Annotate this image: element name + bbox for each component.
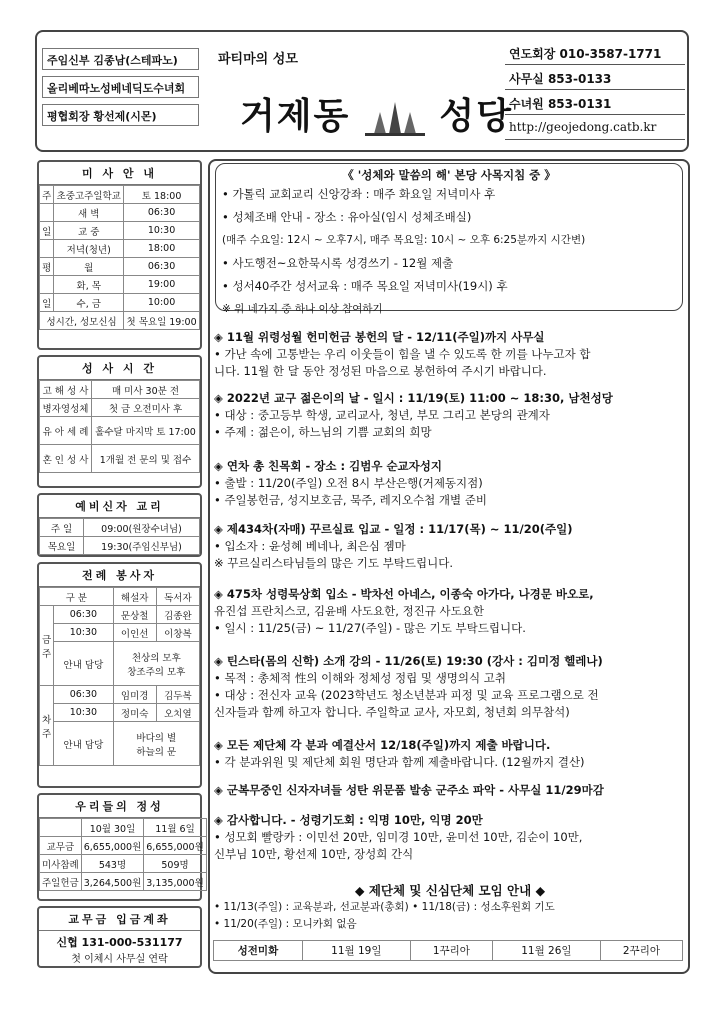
table-cell: 06:30 bbox=[54, 606, 113, 624]
stats-box bbox=[37, 793, 202, 901]
parish-title bbox=[240, 88, 513, 139]
title-part2: 성당 bbox=[439, 96, 513, 137]
table-cell: 09:00(원장수녀님) bbox=[84, 519, 200, 537]
notice-item: • 가톨릭 교회교리 신앙강좌 : 매주 화요일 저녁미사 후 bbox=[222, 187, 496, 201]
announcement: ◈ 틴스타(몸의 신학) 소개 강의 - 11/26(토) 19:30 (강사 : 김미정 헬레나) • 목적 : 총체적 性의 이해와 정체성 정립 및 생명의식 고취 • 대상 : 전신자 교육 (2023학년도 청소년분과 피정 및 교육 프로그램으로 전 신자들과 함께 하고자 합니다. 주일학교 교사, 자모회, 청년회 의무참석) bbox=[214, 654, 603, 719]
sacrament-box bbox=[37, 355, 202, 488]
table-cell: 1개월 전 문의 및 접수 bbox=[92, 445, 200, 473]
table-cell: 10:30 bbox=[54, 624, 113, 642]
table-cell: 1꾸리아 bbox=[410, 941, 492, 961]
table-cell: 수, 금 bbox=[54, 294, 124, 312]
table-cell: 월 bbox=[54, 258, 124, 276]
servers-table bbox=[39, 587, 200, 766]
account-box bbox=[37, 906, 202, 968]
table-cell: 10:00 bbox=[124, 294, 200, 312]
table-cell: 10:30 bbox=[124, 222, 200, 240]
announcement: ◈ 2022년 교구 젊은이의 날 - 일시 : 11/19(토) 11:00 ~ 18:30, 남천성당 • 대상 : 중고등부 학생, 교리교사, 청년, 부모 그리고 본당의 관계자 • 주제 : 젊은이, 하느님의 기쁨 교회의 희망 bbox=[214, 391, 613, 439]
table-cell: 첫 금 오전미사 후 bbox=[92, 399, 200, 417]
website-link[interactable]: http://geojedong.catb.kr bbox=[505, 117, 685, 140]
group-meetings bbox=[214, 882, 686, 933]
table-cell: 19:00 bbox=[124, 276, 200, 294]
table-cell: 10월 30일 bbox=[81, 819, 144, 837]
table-cell: 안내 담당 bbox=[54, 722, 113, 766]
table-cell: 06:30 bbox=[54, 686, 113, 704]
table-cell: 유 아 세 례 bbox=[40, 417, 92, 445]
contact-3: 수녀원 853-0131 bbox=[505, 92, 685, 115]
announcement: ◈ 군복무중인 신자자녀들 성탄 위문품 발송 군주소 파악 - 사무실 11/29마감 bbox=[214, 783, 604, 797]
notice-item: • 성서40주간 성서교육 : 매주 목요일 저녁미사(19시) 후 bbox=[222, 279, 508, 293]
mass-table bbox=[39, 185, 200, 330]
table-cell: 정미숙 bbox=[113, 704, 156, 722]
table-cell: 홀수달 마지막 토 17:00 bbox=[92, 417, 200, 445]
table-cell bbox=[40, 276, 54, 294]
table-cell: 3,135,000원 bbox=[144, 873, 207, 891]
table-cell: 성시간, 성모신심 bbox=[40, 312, 124, 330]
servers-title: 전례 봉사자 bbox=[39, 564, 200, 587]
announcement: ◈ 모든 제단체 각 분과 예결산서 12/18(주일)까지 제출 바랍니다. • 각 분과위원 및 제단체 회원 명단과 함께 제출바랍니다. (12월까지 결산) bbox=[214, 738, 585, 769]
table-cell bbox=[40, 240, 54, 258]
table-cell: 오치열 bbox=[156, 704, 199, 722]
announcement: ◈ 475차 성령묵상회 입소 - 박차선 아네스, 이종숙 아가다, 나경문 바오로, 유진섭 프란치스코, 김윤배 사도요한, 정진규 사도요한 • 일시 : 11/25(금) ~ 11/27(주일) - 많은 기도 부탁드립니다. bbox=[214, 587, 594, 635]
table-cell: 병자영성체 bbox=[40, 399, 92, 417]
table-cell: 천상의 모후 창조주의 모후 bbox=[113, 642, 199, 686]
table-cell: 543명 bbox=[81, 855, 144, 873]
table-cell: 문상철 bbox=[113, 606, 156, 624]
table-cell: 독서자 bbox=[156, 588, 199, 606]
table-cell: 화, 목 bbox=[54, 276, 124, 294]
table-cell: 고 해 성 사 bbox=[40, 381, 92, 399]
catechumen-title: 예비신자 교리 bbox=[39, 495, 200, 518]
table-cell: 초중고주일학교 bbox=[54, 186, 124, 204]
table-cell: 18:00 bbox=[124, 240, 200, 258]
table-cell: 6,655,000원 bbox=[144, 837, 207, 855]
notice-item: • 성체조배 안내 - 장소 : 유아실(임시 성체조배실) bbox=[222, 210, 472, 224]
groups-line: • 11/20(주일) : 모니카회 없음 bbox=[214, 918, 357, 930]
account-number: 신협 131-000-531177 bbox=[56, 936, 183, 949]
table-cell: 06:30 bbox=[124, 258, 200, 276]
table-cell: 일 bbox=[40, 222, 54, 240]
table-cell: 주일헌금 bbox=[40, 873, 82, 891]
catechumen-table bbox=[39, 518, 200, 555]
table-cell: 6,655,000원 bbox=[81, 837, 144, 855]
stats-table bbox=[39, 818, 207, 891]
notice-item: • 사도행전~요한묵시록 성경쓰기 - 12월 제출 bbox=[222, 256, 454, 270]
table-cell: 주 일 bbox=[40, 519, 84, 537]
table-cell: 매 미사 30분 전 bbox=[92, 381, 200, 399]
table-cell: 교 중 bbox=[54, 222, 124, 240]
table-cell: 19:30(주임신부님) bbox=[84, 537, 200, 555]
table-cell: 성전미화 bbox=[214, 941, 303, 961]
groups-title: ◆ 제단체 및 신심단체 모임 안내 ◆ bbox=[354, 883, 546, 898]
table-cell: 이인선 bbox=[113, 624, 156, 642]
pastor-label: 주임신부 김종남(스테파노) bbox=[42, 48, 199, 70]
table-cell: 일 bbox=[40, 294, 54, 312]
title-part1: 거제동 bbox=[240, 96, 351, 137]
announcement: ◈ 감사합니다. - 성령기도회 : 익명 10만, 익명 20만 • 성모회 빨랑카 : 이민선 20만, 임미경 10만, 윤미선 10만, 김순이 10만, 신부님 10만, 황선제 10만, 장성희 간식 bbox=[214, 813, 583, 861]
table-cell: 10:30 bbox=[54, 704, 113, 722]
church-logo-icon bbox=[365, 100, 425, 136]
table-cell: 목요일 bbox=[40, 537, 84, 555]
announcement: ◈ 11월 위령성월 헌미헌금 봉헌의 달 - 12/11(주일)까지 사무실 • 가난 속에 고통받는 우리 이웃들이 힘을 낼 수 있도록 한 끼를 나누고자 합 니다. 11월 한 달 동안 정성된 마음으로 봉헌하여 주시기 바랍니다. bbox=[214, 330, 591, 378]
servers-box bbox=[37, 562, 202, 788]
table-cell: 미사참례 bbox=[40, 855, 82, 873]
announcement: ◈ 제434차(자매) 꾸르실료 입교 - 일정 : 11/17(목) ~ 11/20(주일) • 입소자 : 윤성혜 베네나, 최은심 젬마 ※ 꾸르실리스타님들의 많은 기도 부탁드립니다. bbox=[214, 522, 573, 570]
patron-subtitle: 파티마의 성모 bbox=[218, 52, 298, 67]
table-cell: 06:30 bbox=[124, 204, 200, 222]
cleaning-table bbox=[213, 940, 683, 961]
sacrament-table bbox=[39, 380, 200, 473]
mass-schedule-box bbox=[37, 160, 202, 350]
catechumen-box bbox=[37, 493, 202, 557]
table-cell: 임미경 bbox=[113, 686, 156, 704]
table-cell: 첫 목요일 19:00 bbox=[124, 312, 200, 330]
table-cell: 교무금 bbox=[40, 837, 82, 855]
stats-title: 우리들의 정성 bbox=[39, 795, 200, 818]
table-cell: 11월 26일 bbox=[492, 941, 600, 961]
contact-1: 연도회장 010-3587-1771 bbox=[505, 42, 685, 65]
announcement: ◈ 연차 총 친목회 - 장소 : 김범우 순교자성지 • 출발 : 11/20(주일) 오전 8시 부산은행(거제동지점) • 주일봉헌금, 성지보호금, 묵주, 레지오수첩 개별 준비 bbox=[214, 459, 487, 507]
table-cell: 주 bbox=[40, 186, 54, 204]
header-right bbox=[505, 42, 685, 142]
table-cell: 11월 6일 bbox=[144, 819, 207, 837]
table-cell: 토 18:00 bbox=[124, 186, 200, 204]
table-cell: 안내 담당 bbox=[54, 642, 113, 686]
table-cell: 김두복 bbox=[156, 686, 199, 704]
mass-title: 미 사 안 내 bbox=[39, 162, 200, 185]
council-label: 평협회장 황선제(시몬) bbox=[42, 104, 199, 126]
table-cell: 3,264,500원 bbox=[81, 873, 144, 891]
notice-item: (매주 수요일: 12시 ~ 오후7시, 매주 목요일: 10시 ~ 오후 6:25분까지 시간변) bbox=[222, 234, 586, 246]
table-cell: 차주 bbox=[40, 686, 54, 766]
table-cell: 김종완 bbox=[156, 606, 199, 624]
table-cell: 금주 bbox=[40, 606, 54, 686]
contact-2: 사무실 853-0133 bbox=[505, 67, 685, 90]
table-cell: 바다의 별 하늘의 문 bbox=[113, 722, 199, 766]
account-title: 교무금 입금계좌 bbox=[39, 908, 200, 931]
table-cell: 해설자 bbox=[113, 588, 156, 606]
table-cell: 혼 인 성 사 bbox=[40, 445, 92, 473]
table-cell: 이창복 bbox=[156, 624, 199, 642]
notice-title: 《 '성체와 말씀의 해' 본당 사목지침 중 》 bbox=[342, 168, 556, 182]
groups-line: • 11/13(주일) : 교육분과, 선교분과(총회) • 11/18(금) : 성소후원회 기도 bbox=[214, 901, 555, 913]
pastoral-notice bbox=[215, 163, 683, 315]
table-cell: 11월 19일 bbox=[302, 941, 410, 961]
table-cell: 평 bbox=[40, 258, 54, 276]
table-cell: 2꾸리아 bbox=[600, 941, 682, 961]
sacrament-title: 성 사 시 간 bbox=[39, 357, 200, 380]
account-note: 첫 이체시 사무실 연락 bbox=[71, 954, 168, 965]
table-cell bbox=[40, 204, 54, 222]
table-cell: 구 분 bbox=[40, 588, 114, 606]
table-cell: 저녁(청년) bbox=[54, 240, 124, 258]
sisters-label: 올리베따노성베네딕도수녀회 bbox=[42, 76, 199, 98]
table-cell: 새 벽 bbox=[54, 204, 124, 222]
header-left bbox=[42, 48, 199, 132]
table-cell: 509명 bbox=[144, 855, 207, 873]
table-cell bbox=[40, 819, 82, 837]
notice-item: ※ 위 네가지 중 하나 이상 참여하기 bbox=[222, 303, 383, 315]
